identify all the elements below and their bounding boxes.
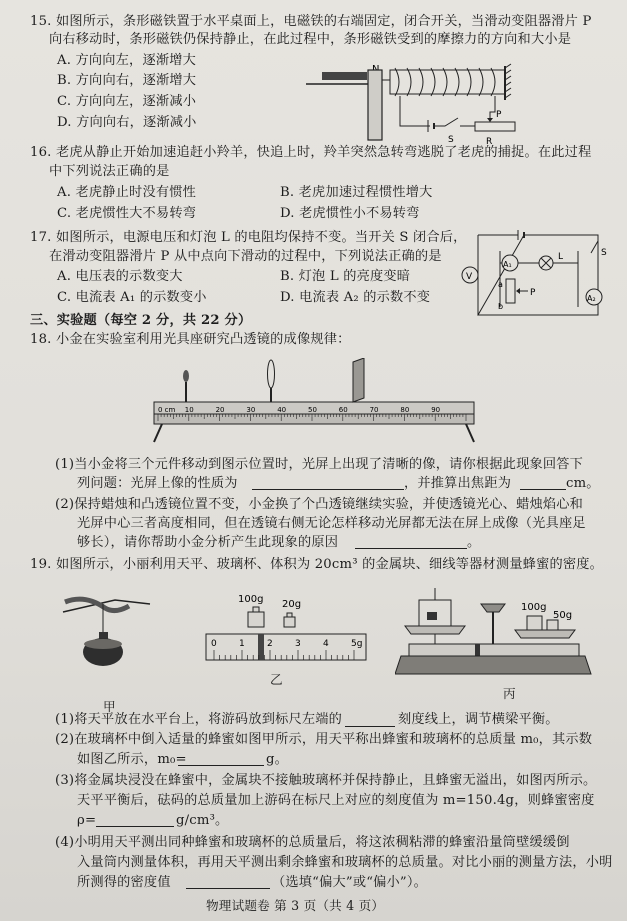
q17-line2: 在滑动变阻器滑片 P 从中点向下滑动的过程中，下列说法正确的是: [49, 249, 442, 264]
rheostat: [506, 279, 515, 303]
figure-yi-scale: [200, 590, 372, 676]
weight-20g-knob: [287, 613, 292, 617]
figure-jia-honey-cup: [55, 592, 165, 692]
q17-figure: [458, 227, 608, 323]
coil: [395, 68, 495, 96]
q18-answer-blank-3[interactable]: [355, 548, 467, 549]
rheostat: [475, 122, 515, 131]
q19-p3-line3b: g/cm³。: [176, 813, 229, 828]
q19-p3-line2: 天平平衡后，砝码的总质量加上游码在标尺上对应的刻度值为 m=150.4g，则蜂蜜密度: [77, 793, 595, 808]
slider-arrow-icon: [516, 288, 520, 294]
q18-line1: 18. 小金在实验室利用光具座研究凸透镜的成像规律：: [30, 332, 351, 347]
table-leg: [368, 70, 382, 140]
scale-tick-label: 4: [323, 639, 329, 649]
q17-label-p: P: [530, 288, 536, 298]
q17-label-s: S: [601, 248, 607, 258]
scale-tick-label: 0: [211, 639, 217, 649]
q17-option-b: B. 灯泡 L 的亮度变暗: [280, 269, 411, 284]
ruler-label: 60: [338, 406, 348, 414]
honey-surface: [84, 639, 122, 649]
outer-loop: [478, 235, 598, 315]
optical-bench-figure: [150, 358, 480, 446]
weight-100g-icon-bing: [527, 616, 542, 630]
scale-tick-label: 2: [267, 639, 273, 649]
section-3-heading: 三、实验题（每空 2 分，共 22 分）: [30, 313, 252, 328]
q17-option-c: C. 电流表 A₁ 的示数变小: [57, 290, 207, 305]
q19-p4-line2: 入量筒内测量体积，再用天平测出剩余蜂蜜和玻璃杯的总质量。对比小丽的测量方法，小明: [77, 855, 613, 870]
q19-answer-blank-1[interactable]: [345, 726, 395, 727]
ruler-label: 90: [431, 406, 441, 414]
q15-label-s: S: [448, 135, 454, 145]
slider-arrow-icon: [487, 118, 493, 122]
q15-option-a: A. 方向向左，逐渐增大: [57, 53, 196, 68]
fig-label-jia: 甲: [103, 699, 116, 714]
slider-wire: [490, 96, 495, 120]
fig-label-yi: 乙: [270, 672, 283, 687]
weight-label-20g: 20g: [282, 599, 302, 610]
beam-rider-icon: [475, 644, 480, 656]
ruler-label: 40: [277, 406, 287, 414]
page-footer: 物理试题卷 第 3 页（共 4 页）: [206, 898, 385, 913]
q15-option-d: D. 方向向右，逐渐减小: [57, 115, 197, 130]
q19-p2-line2a: 如图乙所示，m₀=: [77, 752, 187, 767]
q16-option-c: C. 老虎惯性大不易转弯: [57, 206, 197, 221]
weight-label-100g-bing: 100g: [521, 602, 547, 613]
q19-answer-blank-4[interactable]: [186, 888, 270, 889]
q16-option-a: A. 老虎静止时没有惯性: [57, 185, 196, 200]
scale-tick-label: 1: [239, 639, 245, 649]
weight-label-100g: 100g: [238, 594, 264, 605]
q17-label-a1: A₁: [503, 260, 512, 269]
q19-p2-line1: (2)在玻璃杯中倒入适量的蜂蜜如图甲所示，用天平称出蜂蜜和玻璃杯的总质量 m₀，其示数: [55, 732, 593, 747]
q19-line1: 19. 如图所示，小丽利用天平、玻璃杯、体积为 20cm³ 的金属块、细线等器材测量蜂蜜的密度。: [30, 557, 604, 572]
q15-figure: [300, 62, 535, 152]
q17-label-b: b: [498, 302, 504, 311]
q17-option-d: D. 电流表 A₂ 的示数不变: [280, 290, 431, 305]
weight-label-50g-bing: 50g: [553, 610, 573, 621]
q15-line1: 15. 如图所示，条形磁铁置于水平桌面上，电磁铁的右端固定，闭合开关，当滑动变阻器滑片 P: [30, 14, 592, 29]
circuit-wire-left: [400, 96, 430, 126]
pointer-head: [481, 604, 505, 612]
ruler-label: 20: [215, 406, 225, 414]
beaker-with-block: [419, 588, 451, 626]
q19-p2-line2b: g。: [266, 752, 289, 767]
q19-p4-line3a: 所测得的密度值: [77, 875, 171, 890]
q19-p3-line1: (3)将金属块浸没在蜂蜜中，金属块不接触玻璃杯并保持静止，且蜂蜜无溢出，如图丙所示。: [55, 773, 597, 788]
q17-label-l: L: [558, 252, 564, 262]
q15-option-c: C. 方向向左，逐渐减小: [57, 94, 197, 109]
q16-option-b: B. 老虎加速过程惯性增大: [280, 185, 433, 200]
q16-line2: 中下列说法正确的是: [49, 164, 170, 179]
bench-legs: [154, 424, 474, 442]
q19-p1b: 刻度线上，调节横梁平衡。: [398, 712, 559, 727]
left-pan: [405, 626, 465, 634]
right-pan: [515, 630, 575, 638]
q15-option-b: B. 方向向右，逐渐增大: [57, 73, 197, 88]
switch-wire: [434, 118, 475, 126]
q17-label-v: V: [466, 272, 473, 282]
fig-label-bing: 丙: [503, 686, 516, 701]
q18-p2-line3b: 。: [467, 535, 481, 550]
beam-scale: [409, 644, 579, 656]
immersed-block: [427, 612, 437, 620]
bar-magnet: [322, 72, 367, 80]
light-screen: [353, 358, 364, 402]
q16-line1: 16. 老虎从静止开始加速追赶小羚羊，快追上时，羚羊突然急转弯逃脱了老虎的捕捉。在此过程: [30, 145, 592, 160]
q19-p1a: (1)将天平放在水平台上，将游码放到标尺左端的: [55, 712, 343, 727]
q17-label-a2: A₂: [587, 294, 596, 303]
scale-tick-label: 5g: [351, 639, 363, 649]
tare-scale-bar: [206, 634, 366, 660]
ruler-label: 0 cm: [158, 406, 176, 414]
ruler-label: 70: [369, 406, 379, 414]
q18-p1-line2b: ，并推算出焦距为: [404, 476, 512, 491]
ruler-label: 30: [246, 406, 256, 414]
ruler-label: 10: [184, 406, 194, 414]
q17-label-a: a: [498, 280, 503, 289]
weight-50g-icon-bing: [547, 620, 558, 630]
q18-answer-blank-1[interactable]: [252, 489, 404, 490]
q19-p4-line3b: （选填“偏大”或“偏小”）。: [272, 875, 428, 890]
q18-p2-line1: (2)保持蜡烛和凸透镜位置不变，小金换了个凸透镜继续实验，并使透镜光心、蜡烛焰心和: [55, 497, 584, 512]
q15-label-p: P: [496, 110, 502, 120]
q18-p1-line2a: 列问题：光屏上像的性质为: [77, 476, 238, 491]
q18-p1-line1: (1)当小金将三个元件移动到图示位置时，光屏上出现了清晰的像，请你根据此现象回答下: [55, 457, 584, 472]
ruler-label: 50: [308, 406, 317, 414]
q19-p3-line3a: ρ=: [77, 813, 97, 828]
q19-answer-blank-2[interactable]: [178, 765, 264, 766]
q16-option-d: D. 老虎惯性小不易转弯: [280, 206, 420, 221]
weight-20g-icon: [284, 617, 295, 627]
q18-p2-line2: 光屏中心三者高度相同，但在透镜右侧无论怎样移动光屏都无法在屏上成像（光具座足: [77, 516, 586, 531]
q18-answer-blank-2[interactable]: [520, 489, 566, 490]
q19-p4-line1: (4)小明用天平测出同种蜂蜜和玻璃杯的总质量后，将这浓稠粘滞的蜂蜜沿量筒壁缓缓倒: [55, 835, 570, 850]
candle-flame-icon: [183, 370, 189, 382]
q17-line1: 17. 如图所示，电源电压和灯泡 L 的电阻均保持不变。当开关 S 闭合后，: [30, 230, 467, 245]
scale-tick-label: 3: [295, 639, 301, 649]
figure-bing-balance: [395, 582, 595, 682]
weight-100g-knob: [253, 607, 259, 612]
q18-p1-line2c: cm。: [566, 476, 600, 491]
q15-line2: 向右移动时，条形磁铁仍保持静止，在此过程中，条形磁铁受到的摩擦力的方向和大小是: [49, 32, 572, 47]
q18-p2-line3a: 够长），请你帮助小金分析产生此现象的原因: [77, 535, 339, 550]
q15-label-r: R: [486, 137, 493, 147]
ruler-label: 80: [400, 406, 410, 414]
convex-lens: [268, 360, 275, 388]
q17-option-a: A. 电压表的示数变大: [57, 269, 183, 284]
balance-base: [395, 656, 591, 674]
switch-blade: [591, 241, 598, 253]
weight-100g-icon: [248, 612, 264, 627]
q19-answer-blank-3[interactable]: [96, 826, 174, 827]
